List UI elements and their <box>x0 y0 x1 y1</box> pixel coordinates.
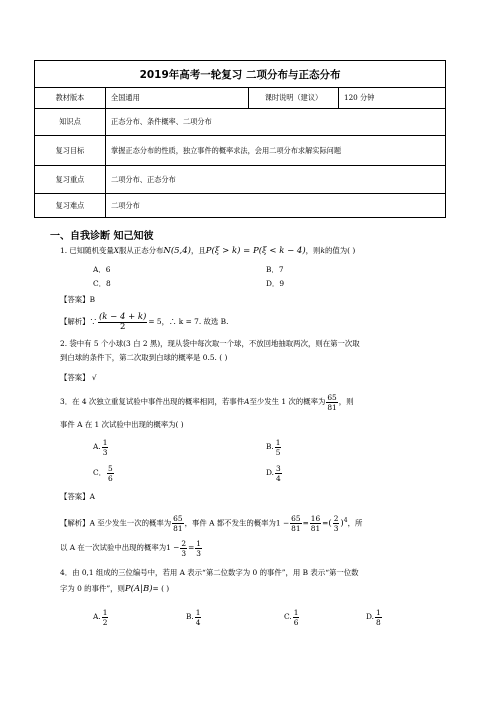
denominator: 3 <box>333 523 339 533</box>
info-table <box>34 60 446 218</box>
formula: N(5,4) <box>163 246 191 256</box>
formula: P(ξ > k) = P(ξ < k − 4) <box>205 246 306 256</box>
fraction <box>195 608 202 627</box>
fraction <box>98 313 147 332</box>
q4-option-d <box>366 606 383 628</box>
paren-open: ( <box>328 518 332 529</box>
q3-line2: 事件 A 在 1 次试验中出现的概率为( ) <box>60 420 184 429</box>
q3-line1 <box>60 391 354 413</box>
text: 以 A 在一次试验中出现的概率为1 − <box>60 543 180 552</box>
q3-option-d <box>266 462 283 484</box>
q4-line2 <box>60 583 169 595</box>
section-heading: 一、自我诊断 知己知彼 <box>50 231 154 242</box>
q1-option-a: A．6 <box>93 265 111 274</box>
text: 的值为( ) <box>324 246 356 255</box>
numerator: 1 <box>102 437 108 447</box>
q4-option-a <box>93 606 109 628</box>
table-cell-value: 二项分布、正态分布 <box>106 166 446 194</box>
fraction <box>180 539 187 558</box>
text: 3．在 4 次独立重复试验中事件出现的概率相同，若事件 <box>60 397 245 406</box>
fraction <box>290 514 301 533</box>
q4-option-b <box>186 606 202 628</box>
denominator: 2 <box>119 321 126 332</box>
fraction <box>275 438 282 457</box>
numerator: 1 <box>293 607 299 617</box>
table-cell-label: 教材版本 <box>35 88 106 109</box>
q1-option-d: D．9 <box>266 279 285 288</box>
table-cell-value: 二项分布 <box>106 194 446 218</box>
text: ，则 <box>338 397 354 406</box>
text: ，则 <box>305 246 321 255</box>
denominator: 81 <box>327 402 337 412</box>
option-label: C． <box>93 468 107 477</box>
q3-analysis-line1 <box>60 509 362 535</box>
fraction <box>275 464 282 483</box>
text: 【解析】A 至少发生一次的概率为 <box>60 518 172 528</box>
table-cell-label: 复习难点 <box>35 194 106 218</box>
q4-line1: 4．由 0,1 组成的三位编号中，若用 A 表示“第二位数字为 0 的事件”，用 B 表示“第一位数 <box>60 568 359 577</box>
numerator: 1 <box>102 607 108 617</box>
text: 1. 已知随机变量 <box>60 246 114 255</box>
fraction <box>333 514 340 533</box>
exponent: 4 <box>343 517 348 524</box>
numerator: 1 <box>196 538 201 548</box>
denominator: 4 <box>195 617 201 627</box>
text: = ( ) <box>152 584 170 593</box>
option-label: B. <box>266 442 274 451</box>
text: = <box>188 543 195 552</box>
option-label: C. <box>284 612 292 621</box>
denominator: 5 <box>275 447 281 457</box>
numerator: 2 <box>333 513 339 523</box>
text: 服从正态分布 <box>119 246 164 255</box>
q1-answer: 【答案】B <box>60 295 95 304</box>
numerator: 65 <box>291 513 301 523</box>
table-cell-label: 课时说明（建议） <box>249 88 339 109</box>
table-cell-value: 正态分布、条件概率、二项分布 <box>106 109 446 136</box>
numerator: (k − 4 + k) <box>98 311 147 322</box>
denominator: 3 <box>102 447 108 457</box>
denominator: 6 <box>293 617 299 627</box>
fraction <box>107 464 114 483</box>
text: = <box>302 518 309 528</box>
denominator: 81 <box>291 523 301 533</box>
table-cell-value: 全国通用 <box>106 88 249 109</box>
fraction <box>326 393 337 412</box>
denominator: 6 <box>108 473 113 483</box>
fraction <box>293 608 300 627</box>
numerator: 1 <box>195 607 201 617</box>
text: 至少发生 1 次的概率为 <box>249 397 326 406</box>
fraction <box>310 514 321 533</box>
denominator: 8 <box>376 617 381 627</box>
q1-stem <box>60 245 355 257</box>
numerator: 16 <box>310 513 321 523</box>
document-title: 2019年高考一轮复习 二项分布与正态分布 <box>35 61 446 88</box>
paren-close: ) <box>340 518 344 529</box>
option-label: D. <box>366 612 375 621</box>
numerator: 1 <box>376 607 381 617</box>
text: ，事件 A 都不发生的概率为1 − <box>184 518 290 528</box>
fraction <box>102 438 109 457</box>
text: ，且 <box>190 246 206 255</box>
table-cell-value: 掌握正态分布的性质，独立事件的概率求法，会用二项分布求解实际问题 <box>106 136 446 166</box>
text: ，所 <box>347 518 363 528</box>
numerator: 65 <box>327 392 337 402</box>
denominator: 81 <box>173 523 183 533</box>
option-label: B. <box>186 612 194 621</box>
numerator: 3 <box>276 463 281 473</box>
numerator: 1 <box>275 437 281 447</box>
fraction <box>172 514 183 533</box>
option-label: A. <box>93 442 101 451</box>
q1-option-c: C．8 <box>93 279 111 288</box>
denominator: 3 <box>181 548 187 558</box>
q3-answer: 【答案】A <box>60 492 95 501</box>
text: = 5，∴ k = 7. 故选 B. <box>148 317 229 326</box>
formula: P(A|B) <box>124 584 153 594</box>
q3-option-b <box>266 436 282 458</box>
variable: X <box>113 246 120 255</box>
fraction <box>102 608 109 627</box>
option-label: A. <box>93 612 101 621</box>
q1-option-b: B．7 <box>266 265 284 274</box>
fraction <box>375 608 382 627</box>
q2-answer: 【答案】 √ <box>60 373 97 382</box>
q3-analysis-line2 <box>60 537 203 559</box>
q2-line2: 到白球的条件下，第二次取到白球的概率是 0.5. ( ) <box>60 353 228 362</box>
numerator: 65 <box>173 513 183 523</box>
text: 字为 0 的事件”，则 <box>60 584 125 593</box>
q3-option-c <box>93 462 115 484</box>
q2-line1: 2. 袋中有 5 个小球(3 白 2 黑)，现从袋中每次取一个球，不放回地抽取两次，则在第一次取 <box>60 339 360 348</box>
q3-option-a <box>93 436 109 458</box>
text: 【解析】∵ <box>60 317 97 326</box>
table-cell-label: 知识点 <box>35 109 106 136</box>
table-cell-value: 120 分钟 <box>339 88 446 109</box>
table-cell-label: 复习目标 <box>35 136 106 166</box>
denominator: 4 <box>276 473 281 483</box>
q4-option-c <box>284 606 300 628</box>
variable: A <box>244 397 250 406</box>
q1-analysis <box>60 311 228 333</box>
denominator: 3 <box>196 548 201 558</box>
option-label: D. <box>266 468 275 477</box>
denominator: 2 <box>102 617 108 627</box>
text: = <box>322 518 329 528</box>
table-cell-label: 复习重点 <box>35 166 106 194</box>
variable: k <box>320 246 325 255</box>
fraction <box>195 539 202 558</box>
numerator: 2 <box>181 538 187 548</box>
numerator: 5 <box>108 463 113 473</box>
denominator: 81 <box>310 523 321 533</box>
